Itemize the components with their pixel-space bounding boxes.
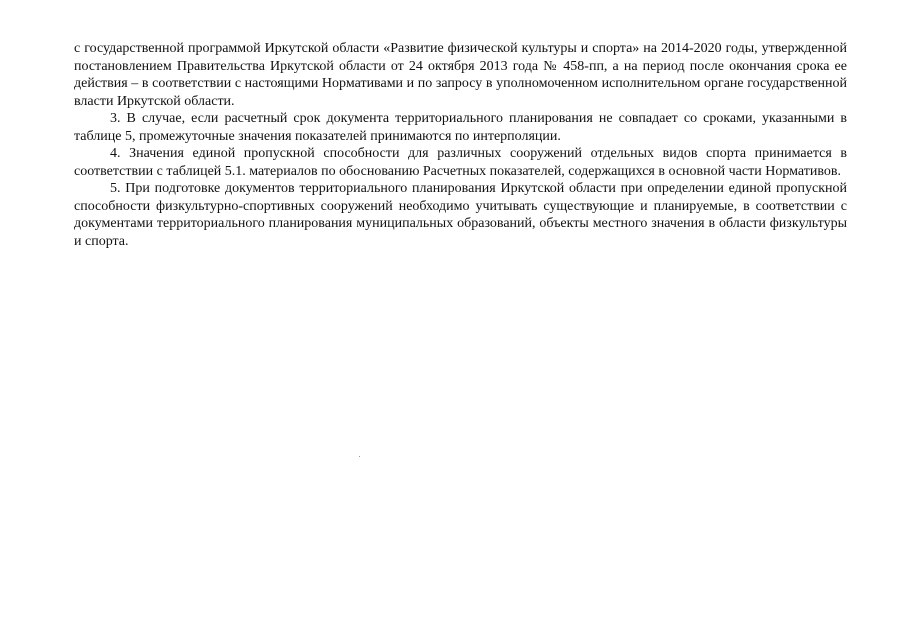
- paragraph-5: 5. При подготовке документов территориального планирования Иркутской области при определении единой пропускной способности физкультурно-спортивных сооружений необходимо учитывать существующие и планируемые, в соответствии с документами территориального планирования муниципальных образований, объекты местного значения в области физкультуры и спорта.: [74, 181, 847, 249]
- document-body: [74, 40, 847, 250]
- paragraph-3: 3. В случае, если расчетный срок документа территориального планирования не совпадает со сроками, указанными в таблице 5, промежуточные значения показателей принимаются по интерполяции.: [74, 111, 847, 144]
- scan-speck: [359, 456, 360, 457]
- paragraph-continuation: с государственной программой Иркутской области «Развитие физической культуры и спорта» на 2014-2020 годы, утвержденной постановлением Правительства Иркутской области от 24 октября 2013 года № 458-пп, а на период после окончания срока ее действия – в соответствии с настоящими Нормативами и по запросу в уполномоченном исполнительном органе государственной власти Иркутской области.: [74, 41, 847, 109]
- paragraph-4: 4. Значения единой пропускной способности для различных сооружений отдельных видов спорта принимается в соответствии с таблицей 5.1. материалов по обоснованию Расчетных показателей, содержащихся в основной части Нормативов.: [74, 146, 847, 179]
